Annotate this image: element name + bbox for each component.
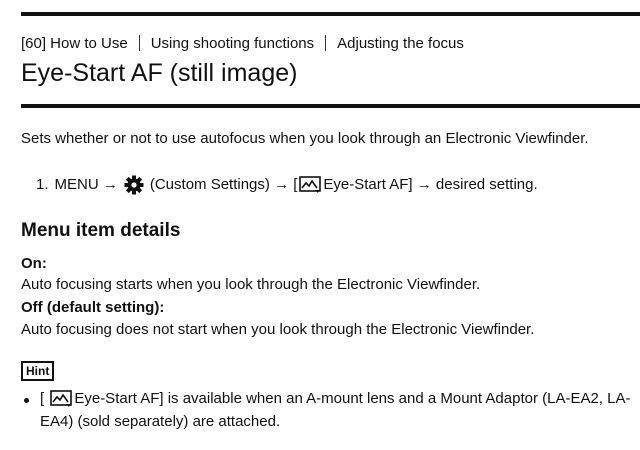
breadcrumb-shooting-functions[interactable]: Using shooting functions xyxy=(150,35,315,52)
step-1 xyxy=(36,174,538,196)
step-menu-text: MENU → xyxy=(54,176,118,193)
menu-item-details-heading: Menu item details xyxy=(21,220,181,241)
step-number: 1. xyxy=(36,176,49,193)
term-on: On: xyxy=(21,255,47,272)
step-feature-text: Eye-Start AF] → desired setting. xyxy=(323,176,538,193)
hint-bullet xyxy=(24,398,29,403)
page-title: Eye-Start AF (still image) xyxy=(21,59,298,87)
breadcrumb-separator xyxy=(325,35,326,51)
hint-bracket: [ xyxy=(40,390,45,407)
hint-badge: Hint xyxy=(21,361,54,381)
step-custom-settings-text: (Custom Settings) → [ xyxy=(149,176,298,193)
hint-line-2: EA4) (sold separately) are attached. xyxy=(40,413,281,430)
description-off: Auto focusing does not start when you look through the Electronic Viewfinder. xyxy=(21,321,535,338)
breadcrumb-how-to-use[interactable]: [60] How to Use xyxy=(21,35,128,52)
breadcrumb-separator xyxy=(139,35,140,51)
hint-text-1: Eye-Start AF] is available when an A-mount lens and a Mount Adaptor (LA-EA2, LA- xyxy=(74,390,631,407)
gear-icon xyxy=(124,175,144,195)
header-rule-top xyxy=(21,12,640,16)
description-on: Auto focusing starts when you look through the Electronic Viewfinder. xyxy=(21,276,481,293)
intro-text: Sets whether or not to use autofocus when you look through an Electronic Viewfinder. xyxy=(21,130,589,147)
eye-start-af-icon xyxy=(50,390,72,408)
hint-line-1 xyxy=(40,390,630,408)
eye-start-af-icon xyxy=(299,176,321,194)
header-rule-bottom xyxy=(21,104,640,108)
breadcrumb-adjusting-focus[interactable]: Adjusting the focus xyxy=(337,35,464,52)
breadcrumb xyxy=(21,35,464,53)
term-off-default: Off (default setting): xyxy=(21,299,165,316)
